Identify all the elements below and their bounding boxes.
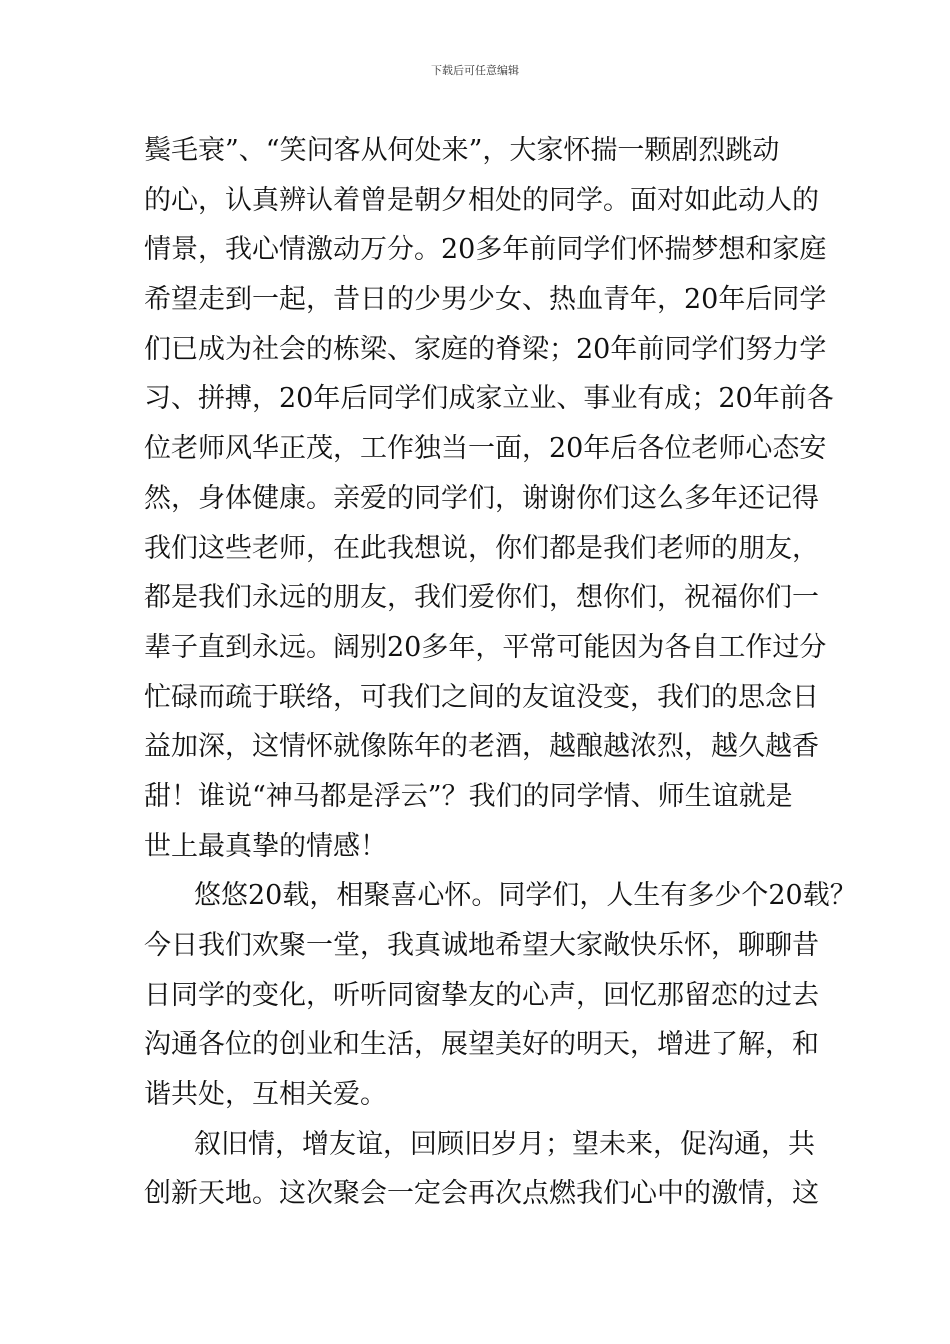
text-line: 日同学的变化，听听同窗挚友的心声，回忆那留恋的过去 — [144, 979, 819, 1011]
text-line: 的心，认真辨认着曾是朝夕相处的同学。面对如此动人的 — [144, 184, 819, 216]
paragraph-first-line: 悠悠20载，相聚喜心怀。同学们，人生有多少个20载？ — [194, 880, 857, 912]
text-line: 希望走到一起，昔日的少男少女、热血青年，20年后同学 — [144, 284, 827, 316]
text-line: 情景，我心情激动万分。20多年前同学们怀揣梦想和家庭 — [144, 234, 827, 266]
text-line: 然，身体健康。亲爱的同学们，谢谢你们这么多年还记得 — [144, 482, 819, 514]
text-line: 益加深，这情怀就像陈年的老酒，越酿越浓烈，越久越香 — [144, 731, 819, 763]
text-line: 今日我们欢聚一堂，我真诚地希望大家敞快乐怀，聊聊昔 — [144, 930, 819, 961]
text-line: 习、拼搏，20年后同学们成家立业、事业有成；20年前各 — [144, 383, 834, 415]
text-line: 甜！谁说“神马都是浮云”？我们的同学情、师生谊就是 — [144, 780, 793, 812]
text-line: 我们这些老师，在此我想说，你们都是我们老师的朋友， — [144, 532, 819, 564]
text-line: 都是我们永远的朋友，我们爱你们，想你们，祝福你们一 — [144, 582, 819, 614]
document-body — [144, 126, 857, 1219]
text-line: 世上最真挚的情感！ — [144, 830, 387, 862]
text-line: 们已成为社会的栋梁、家庭的脊梁；20年前同学们努力学 — [144, 333, 827, 365]
text-line: 忙碌而疏于联络，可我们之间的友谊没变，我们的思念日 — [144, 681, 819, 713]
text-line: 沟通各位的创业和生活，展望美好的明天，增进了解，和 — [144, 1029, 819, 1061]
text-line: 鬓毛衰”、“笑问客从何处来”，大家怀揣一颗剧烈跳动 — [144, 135, 780, 166]
page-header-note: 下载后可任意编辑 — [431, 64, 519, 77]
text-line: 辈子直到永远。阔别20多年，平常可能因为各自工作过分 — [144, 631, 827, 663]
text-line: 创新天地。这次聚会一定会再次点燃我们心中的激情，这 — [144, 1178, 819, 1210]
text-line: 位老师风华正茂，工作独当一面，20年后各位老师心态安 — [144, 433, 827, 465]
paragraph-first-line: 叙旧情，增友谊，回顾旧岁月；望未来，促沟通，共 — [194, 1128, 815, 1160]
text-line: 谐共处，互相关爱。 — [144, 1079, 387, 1111]
